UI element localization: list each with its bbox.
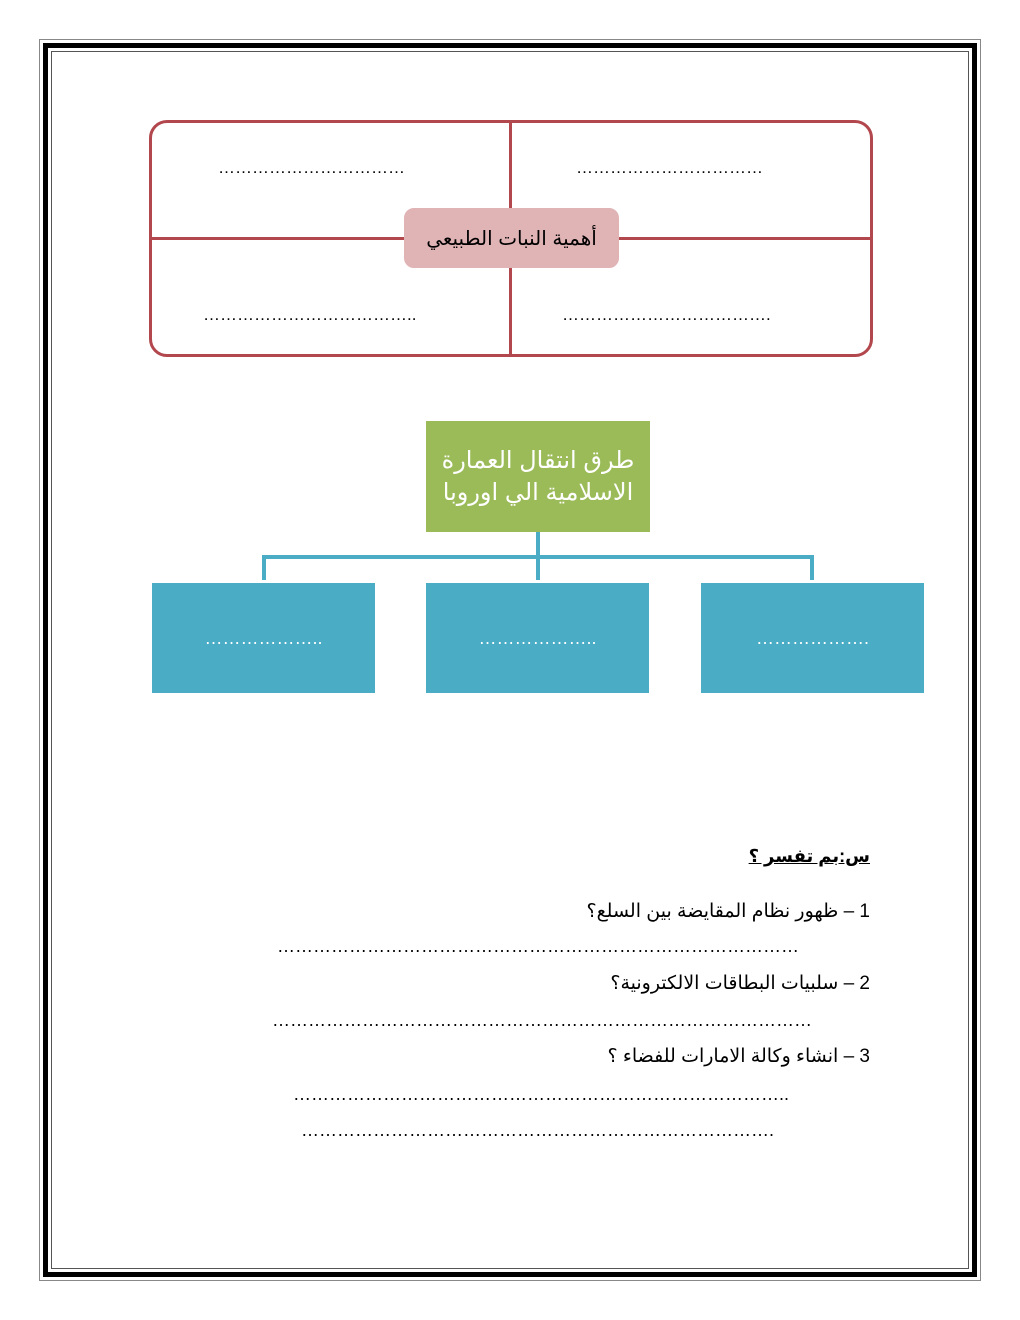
importance-blank-bottom-left[interactable]: ……………………………….. <box>203 305 417 324</box>
question-3: 3 – انشاء وكالة الامارات للفضاء ؟ <box>607 1046 870 1067</box>
importance-blank-top-left[interactable]: …………………………… <box>218 158 405 177</box>
connector-middle <box>536 555 540 580</box>
importance-blank-bottom-right[interactable]: ………………………………. <box>562 305 771 324</box>
importance-blank-top-right[interactable]: …………………………… <box>576 158 763 177</box>
questions-heading: س:بم تفسر ؟ <box>748 846 870 866</box>
connector-left <box>262 555 266 580</box>
architecture-child-box-left[interactable] <box>152 583 375 693</box>
importance-diagram-center-label: أهمية النبات الطبيعي <box>404 208 619 268</box>
architecture-root-box <box>426 421 650 532</box>
architecture-child-label: ……………….. <box>204 627 323 648</box>
connector-right <box>810 555 814 580</box>
answer-line-2[interactable]: ……………………………………………………………………………… <box>272 1010 812 1030</box>
architecture-child-box-right[interactable] <box>701 583 924 693</box>
architecture-child-label: ……………….. <box>478 627 597 648</box>
question-2: 2 – سلبيات البطاقات الالكترونية؟ <box>610 973 870 994</box>
architecture-child-label: ………………. <box>755 627 869 648</box>
answer-line-3[interactable]: ……………………………………………………………………….. <box>293 1084 790 1104</box>
answer-line-1[interactable]: …………………………………………………………………………… <box>277 936 799 956</box>
connector-root-stem <box>536 532 540 556</box>
question-1: 1 – ظهور نظام المقايضة بين السلع؟ <box>586 901 870 922</box>
architecture-root-label: طرق انتقال العمارة الاسلامية الي اوروبا <box>441 446 635 506</box>
architecture-child-box-middle[interactable] <box>426 583 649 693</box>
answer-line-extra[interactable]: ……………………………………………………………………. <box>301 1120 775 1140</box>
